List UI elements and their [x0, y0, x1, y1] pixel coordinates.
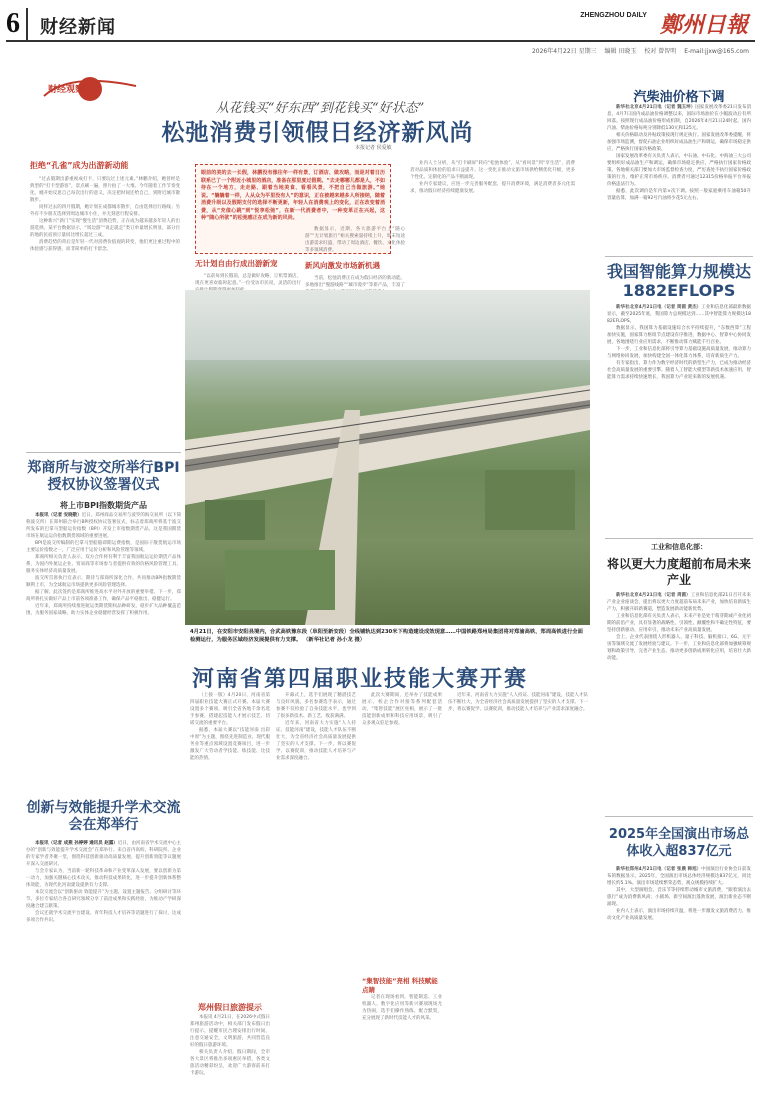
header-rule	[6, 40, 755, 42]
contest-headline: 河南省第四届职业技能大赛开赛	[191, 666, 528, 692]
paragraph: 国家发展改革委有关负责人表示，中石油、中石化、中海油三大公司要组织好成品油生产和调运，确保市场稳定供应，严格执行国家价格政策。各地相关部门要加大市场监督检查力度，严厉查处不执行国家价格政策的行为，维护正常市场秩序。消费者可通过12315价格举报平台举报价格违法行为。	[607, 154, 751, 187]
caption-text: 4月21日，在安阳市安阳县境内，合武高铁豫东段（阜阳至新安段）全线铺轨达到230米下构造建设成效现意……中国铁路郑州局集团将对郑渝高铁、郑周高铁进行全面检测运行，为服务区域经济发展提供有力支撑。	[190, 629, 583, 643]
paragraph: 业内人士表示，演出市场持续升温，将进一步激发文旅消费活力，推动文化产业高质量发展。	[607, 909, 751, 921]
paragraph: 此次大赛期间，还举办了技能成果展示、校企合作对接等系列配套活动，“集智技能”展区亮相，展示了一批技能创新成果和科技应用场景，吸引了众多观众驻足参观。	[362, 693, 442, 726]
paragraph: 本次交流会以“创新驱动 效能提升”为主题，设置主题报告、分组研讨等环节。多位专家结合各自研究领域分享了前沿成果和实践经验，为推动产学研深度融合建言献策。	[26, 890, 181, 909]
paragraph: 工业和信息化部最新数据显示，截至2025年底，我国算力总规模达到……其中智能算力规模达1882EFLOPS。	[607, 305, 751, 324]
lead-section-heading-2: 无计划自由行成出游新宠	[195, 259, 278, 268]
exchange-article	[26, 512, 181, 742]
editor: 编辑 田晓玉	[604, 48, 637, 55]
future-industry-label: 工业和信息化部：	[651, 543, 707, 551]
paragraph: 业内专家建议，应进一步完善服务配套，提升消费环境，满足消费者多元化需求，推动假日经济持续健康发展。	[410, 182, 575, 194]
paragraph: 与会专家认为，当前新一轮科技革命和产业变革深入发展，要以创新为第一动力，加强关键核心技术攻关，推动科技成果转化，进一步提升创新体系整体效能，为现代化河南建设提供有力支撑。	[26, 869, 181, 888]
photo-caption	[186, 626, 589, 646]
lead-byline: 本报记者 侯爱敏	[355, 145, 392, 151]
paragraph: 波交所首席执行官表示，期待与郑商所深化合作，共同推动BPI指数期货顺利上市，为全球航运市场提供更多风险管理选择。	[26, 576, 181, 588]
exchange-headline: 郑商所与波交所举行BPI授权协议签署仪式	[27, 460, 180, 493]
issue-date: 2026年4月22日 星期三	[531, 48, 597, 55]
divider	[26, 452, 181, 453]
rail-photo	[185, 290, 590, 625]
paragraph: 郑商所相关负责人表示，双方合作将有利于丰富我国航运运价期货产品体系，为国内外航运企业、贸易商等市场参与者提供有效的价格风险管理工具，服务实体经济高质量发展。	[26, 555, 181, 574]
paper-logo: 鄭州日報	[659, 12, 748, 38]
compute-headline: 我国智能算力规模达1882EFLOPS	[607, 262, 752, 300]
contest-column-3	[362, 692, 442, 1094]
paragraph: 相关价格联动及补贴政策按现行规定执行。国家发展改革委提醒，将加强市场监测，督促石油企业组织好成品油生产和调运，确保市场稳定供应，严格执行国家价格政策。	[607, 133, 751, 152]
column-logo	[40, 72, 140, 104]
paragraph: 近日，由河南省学术交流中心主办的“创新与效能提升学术交流会”在郑举行。来自省内高校、科研院所、企业的专家学者齐聚一堂，围绕科技创新驱动高质量发展、提升创新效能等议题展开深入交流研讨。	[26, 841, 181, 867]
paragraph: 近年来，河南省大力实施“人人持证、技能河南”建设，技能人才队伍不断壮大，为全省经济社会高质量发展提供了坚实的人才支撑。下一步，将以赛促学、以赛促训，推动技能人才培养与产业需求深度融合。	[276, 721, 356, 761]
contest-column-4	[448, 692, 588, 1092]
lead-section-heading-1: 拒绝“孔雀”成为出游新动能	[30, 161, 129, 170]
tourism-tip-headline: 郑州假日旅游提示	[198, 1003, 262, 1012]
paragraph: 相关负责人介绍，假日期间，全市各大景区将推出多项惠民举措，各类文旅活动精彩纷呈，欢迎广大游客前来打卡游玩。	[190, 1050, 270, 1076]
paragraph: “过去假期出游重视成打卡，只要玩过上述元素。”林鹏介绍，她曾经是典型的“打卡型游客”，景点刷一遍，照片拍了一大堆。今年随着工作节奏变化，她开始反思自己每次出行的意义，决定把时间还给自己，到附近城市散散步。	[30, 177, 180, 203]
paragraph: 其中，大型演唱会、音乐节等持续带动城市文旅消费，“跟着演出去旅行”成为消费新风尚；小剧场、新空间演出蓬勃发展，演出新业态不断涌现。	[607, 888, 751, 907]
proofreader: 校对 曾智明	[644, 48, 677, 55]
paragraph: 工业和信息化部21日召开未来产业企业座谈会，提出将以更大力度超前布局未来产业，加快培育新质生产力，积极开辟新赛道，塑造发展新动能新优势。	[607, 593, 751, 612]
innovation-headline: 创新与效能提升学术交流会在郑举行	[26, 800, 181, 833]
paragraph: 会议还就学术交流平台建设、青年科技人才培养等话题进行了探讨，达成多项合作共识。	[26, 911, 181, 923]
paragraph: “以前每到长假前，总是做好攻略，订机票酒店，现在更喜欢临时起意。”一位受访市民说，灵活的出行	[195, 274, 301, 286]
paragraph: 据悉，本届大赛以“技能河南 出彩中原”为主题，围绕先进制造业、现代服务业等重点领域设置竞赛项目，进一步激发广大劳动者学技能、练技能、比技能的热情。	[190, 728, 270, 761]
future-industry-byline: 新华社北京4月21日电（记者 周圆）	[616, 593, 691, 598]
paragraph: BPI是波交所编制的巴拿马型船舶即期运费指数，是国际干散货航运市场主要运价指数之一，广泛应用于运价分析和风险管理等领域。	[26, 541, 181, 553]
innovation-article	[26, 840, 181, 1090]
future-industry-article	[607, 592, 751, 812]
lead-section-heading-3: 新风向激发市场新机遇	[305, 261, 380, 270]
paragraph: 会上，企业代表围绕人形机器人、量子科技、脑机接口、6G、元宇宙等领域交流了发展经验与建议。下一步，工业和信息化部将加强统筹规划和政策引导，完善产业生态，推动更多创新成果转化应用，培育壮大新动能。	[607, 635, 751, 661]
exchange-subtitle: 将上市BPI指数期货产品	[60, 501, 147, 510]
divider	[605, 256, 753, 257]
tourism-tip-article	[190, 1014, 270, 1094]
paragraph: 工业和信息化部有关负责人表示，未来产业是处于萌芽期或产业化初期的前沿产业，具有显著的战略性、引领性、颠覆性和不确定性特征，要坚持创新驱动、应用牵引，推动未来产业高质量发展。	[607, 614, 751, 633]
paragraph: 近年来，郑商所持续推进航运类期货期权品种研发，稳步扩大品种覆盖范围，为服务国家战略、助力实体企业稳健经营发挥了积极作用。	[26, 604, 181, 616]
fuel-article	[607, 104, 751, 254]
lead-headline: 松弛消费引领假日经济新风尚	[161, 119, 474, 146]
paragraph: 同样过去的四月假期，她计划在成都城市散步，自由选择出行路线；另外有不少朋友选择到周边城市小住，并无刻意行程安排。	[30, 205, 180, 217]
exchange-byline: 本报讯（记者 安晓敬）	[35, 513, 82, 518]
contest-column-2	[276, 692, 356, 1092]
paragraph: 数据显示，我国算力基础设施综合水平持续提升，“东数西算”工程加快实施，国家算力枢纽节点建设有序推进，数据中心、智算中心协同发展，各地围绕行业应用需求，不断推动算力赋能千行百业。	[607, 326, 751, 345]
paragraph: 有专家指出，算力作为数字经济时代的新型生产力，已成为推动经济社会高质量发展的重要引擎。随着人工智能大模型等新技术加速应用，智能算力需求持续快速增长，我国算力产业迎来新的发展机遇。	[607, 361, 751, 380]
contest-column-1	[190, 692, 270, 1002]
railway-illustration-icon	[185, 290, 590, 625]
contest-section-heading: “集智技能”亮相 科技赋能点睛	[362, 977, 438, 994]
photo-credit: （新华社记者 孙小龙 摄）	[303, 637, 366, 643]
compute-byline: 新华社北京4月21日电（记者 周圆 黄杰）	[616, 305, 702, 310]
innovation-byline: 本报讯（记者 成燕 孙婷婷 通讯员 赵露）	[35, 841, 118, 846]
paragraph: 据悉，此次调价是年内第×次下调。按照一般家庭乘用车油箱50升容量估算，加满一箱92号汽油将少花5元左右。	[607, 189, 751, 201]
paragraph: 记者在现场看到，智能制造、工业机器人、数字化应用等新兴赛项现场尤为热闹，选手们操作熟练、配合默契，充分展现了新时代技能人才的风采。	[362, 995, 442, 1021]
paper-english-name: ZHENGZHOU DAILY	[580, 12, 647, 19]
email: E-mail:jjxw@165.com	[684, 48, 749, 55]
paragraph: 业内人士分析，从“打卡刷屏”转向“松弛体验”，从“看风景”到“享生活”，消费者对品质和体验的追求日益提升。这一变化正推动文旅市场供给侧优化升级，更多个性化、定制化的产品不断涌现。	[410, 161, 575, 180]
lead-column-1	[30, 160, 180, 464]
compute-article	[607, 304, 751, 534]
column-logo-text: 财经观察	[48, 85, 85, 95]
performance-headline: 2025年全国演出市场总体收入超837亿元	[608, 827, 750, 859]
paragraph: 消费趋势的背后是年轻一代对消费价值观的转变，他们更注重过程中的体验感与获得感，而非简单的打卡留念。	[30, 240, 180, 252]
paragraph: 近日，郑州商品交易所与波罗的海交易所（以下简称波交所）在郑州联合举行BPI授权协议签署仪式，标志着郑商所将基于波交所发布的巴拿马型船运价指数（BPI）开发上市指数期货产品，这是我国期货市场在航运运价指数期货领域的重要进展。	[26, 513, 181, 539]
performance-article	[607, 866, 751, 1091]
future-industry-headline: 将以更大力度超前布局未来产业	[607, 557, 752, 587]
section-title: 财经新闻	[40, 17, 116, 38]
fuel-headline: 汽柴油价格下调	[633, 90, 725, 105]
fuel-byline: 新华社北京4月21日电（记者 魏玉坤）	[616, 105, 696, 110]
header-meta	[526, 46, 749, 55]
page-number: 6	[6, 8, 28, 40]
divider	[605, 538, 753, 539]
paragraph: 中国演出行业协会日前发布的数据显示，2025年，全国演出市场总体经济规模达837亿元，同比增长约5.1%。演出市场延续繁荣态势，观众规模持续扩大。	[607, 867, 751, 886]
pull-quote: 眼前的美的去一长假，林鹏没有像往年一样有景、订酒店、做攻略，而是对着日历联系已了一个附近小城里的酒店，准备在那里度过假期。“去走哪哪儿都是人，不如待在一个地方，走走路、跟着当地美食、看看风景，不把自己当做旅游。”她说。“躺躺着一样，人从众为平里没有人”的意识，正在被越来越多人所接纳，随着消费升级以及假期支付的选择不断更新，年轻人在消费观上的变化，正在改变着消费，从“充值心跳”到“悦享松弛”，在新一代消费者中，一种变革正在兴起，这种“随心所欲”的松弛感正在成为新的风尚。	[195, 164, 391, 254]
paragraph: 这种新兴“新门”实现“慢生活”消费趋势，正在成为越来越多年轻人的出游选择。某平台数据显示，“周边游”“说走就走”类订单量增长明显，部分目的地的民宿预订量同比增长超过三成。	[30, 219, 180, 238]
paragraph: 开幕式上，选手们展现了精湛技艺与良好风貌。多名参赛选手表示，通过参赛不仅检验了自身技能水平，也学到了很多新技术、新工艺，收获满满。	[276, 693, 356, 719]
performance-byline: 新华社郑州4月21日电（记者 张晨 韩旭）	[616, 867, 702, 872]
paragraph: （上接一版）4月20日，河南省第四届职业技能大赛正式开赛。本届大赛设置多个赛项，吸引全省各地千余名选手参赛，搭建起技能人才展示技艺、切磋交流的重要平台。	[190, 693, 270, 726]
lead-column-4	[410, 160, 575, 286]
paragraph: 本报讯 4月21日，在2026中式假日郑州旅游活动中，相关部门发布假日出行提示，提醒市民合理安排出行时间，注意交通安全，文明旅游，共同营造良好的假日旅游环境。	[190, 1015, 270, 1048]
paragraph: 近年来，河南省大力实施“人人持证、技能河南”建设，技能人才队伍不断壮大，为全省经济社会高质量发展提供了坚实的人才支撑。下一步，将以赛促学、以赛促训，推动技能人才培养与产业需求深度融合。	[448, 693, 588, 712]
paragraph: 数据显示，近期，各大旅游平台上“随心游”“无计划旅行”相关搜索量持续上升，周末短途出游需求旺盛，带动了周边酒店、餐饮、文化体验等多领域消费。	[305, 227, 405, 253]
paragraph: 国家发展改革委21日发布消息，4月7日国内成品油价格调整以来，国际市场油价在小幅波动后有所回落。按照现行成品油价格形成机制，自2026年4月21日24时起，国内汽油、柴油价格每吨分别降低130元和125元。	[607, 105, 751, 131]
masthead	[580, 8, 748, 39]
paragraph: 下一步，工业和信息化部将引导算力基础设施高质量发展，推动算力与网络协同发展，加快构建全国一体化算力体系，培育新质生产力。	[607, 347, 751, 359]
paragraph: 据了解，此次签约是郑商所推进高水平对外开放的重要举措。下一步，郑商所将扎实做好产品上市前各项准备工作，确保产品平稳推出、稳健运行。	[26, 590, 181, 602]
divider	[605, 816, 753, 817]
paragraph: 当前，松弛消费正在成为假日经济的新动能。多地推出“慢游线路”“城市漫步”等新产品，丰富了	[305, 276, 405, 288]
lead-kicker: 从花钱买“好东西”到花钱买“好状态”	[215, 101, 425, 116]
